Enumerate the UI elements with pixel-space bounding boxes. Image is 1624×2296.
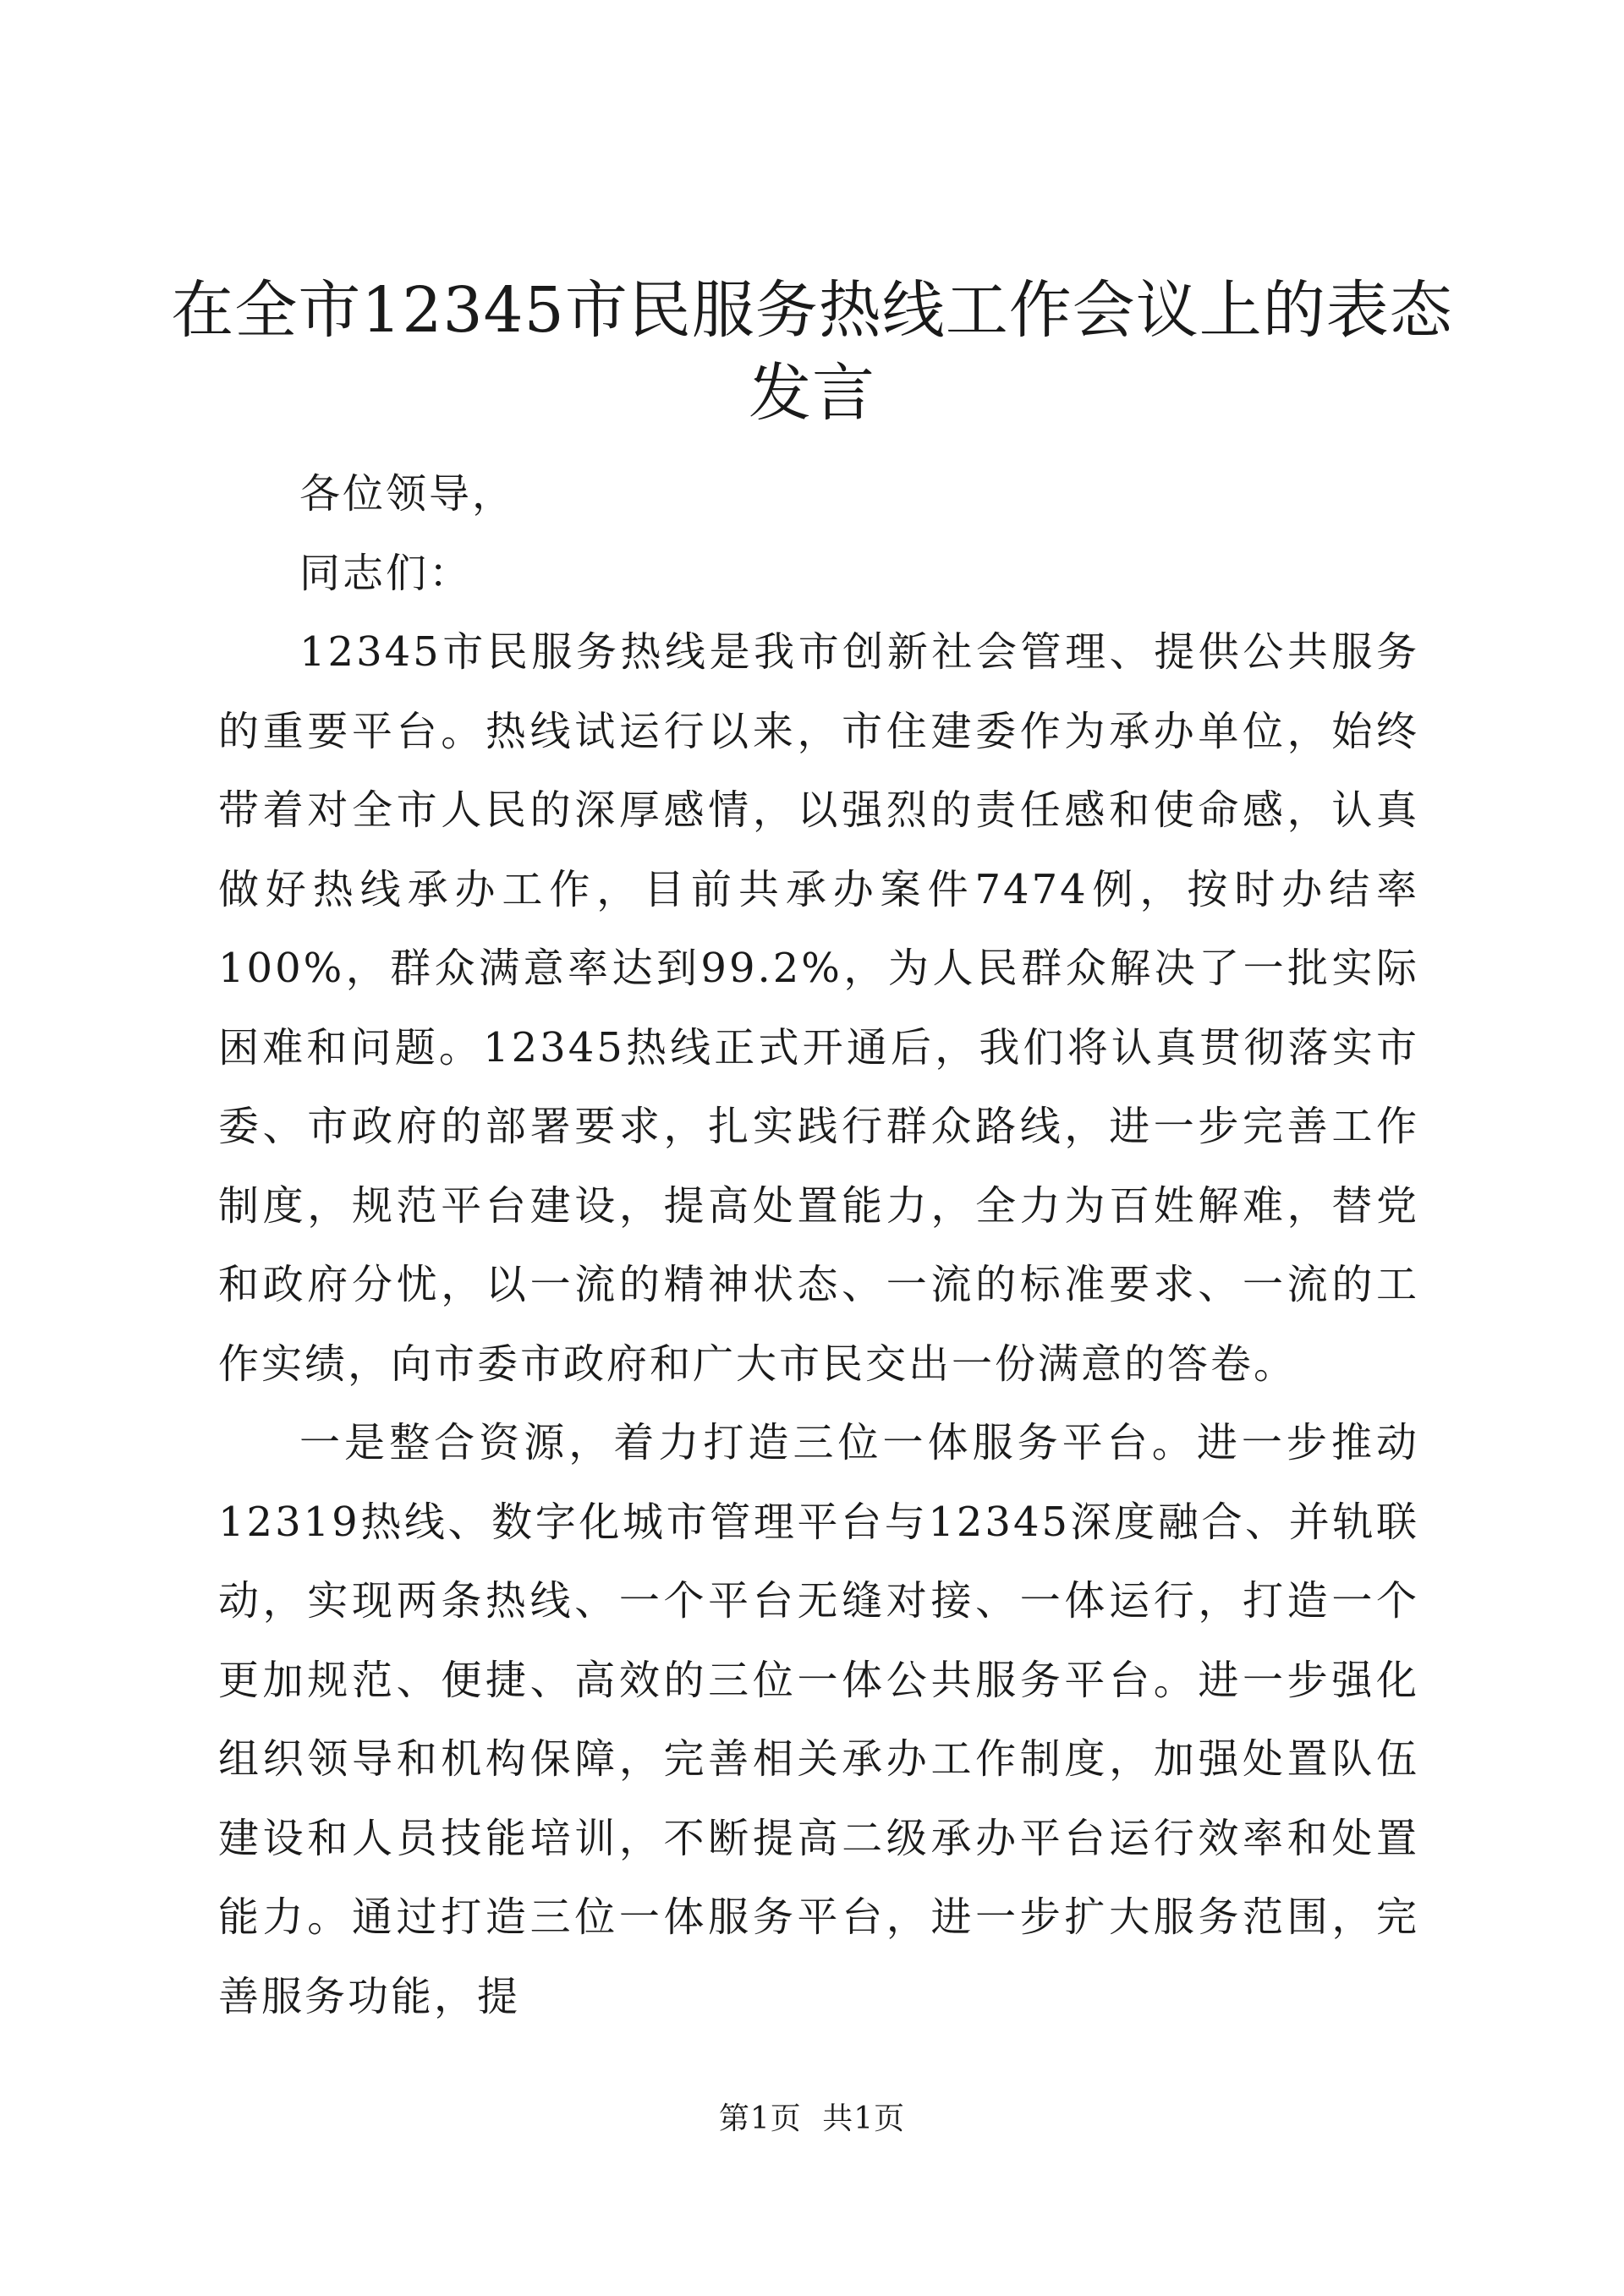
page-footer bbox=[0, 2101, 1624, 2138]
page-number: 第1页 bbox=[718, 2101, 802, 2136]
document-body bbox=[218, 455, 1419, 2036]
greeting-leaders: 各位领导， bbox=[299, 470, 516, 518]
paragraph-intro: 12345市民服务热线是我市创新社会管理、提供公共服务的重要平台。热线试运行以来，市住建委作为承办单位，始终带着对全市人民的深厚感情，以强烈的责任感和使命感，认真做好热线承办工作，目前共承办案件7474例，按时办结率100%，群众满意率达到99.2%，为人民群众解决了一批实际困难和问题。12345热线正式开通后，我们将认真贯彻落实市委、市政府的部署要求，扎实践行群众路线，进一步完善工作制度，规范平台建设，提高处置能力，全力为百姓解难，替党和政府分忧，以一流的精神状态、一流的标准要求、一流的工作实绩，向市委市政府和广大市民交出一份满意的答卷。 bbox=[218, 628, 1419, 1388]
greeting-comrades: 同志们： bbox=[299, 549, 473, 597]
page-title: 在全市12345市民服务热线工作会议上的表态发言 bbox=[171, 274, 1453, 430]
paragraph-point-one: 一是整合资源，着力打造三位一体服务平台。进一步推动12319热线、数字化城市管理平台与12345深度融合、并轨联动，实现两条热线、一个平台无缝对接、一体运行，打造一个更加规范、便捷、高效的三位一体公共服务平台。进一步强化组织领导和机构保障，完善相关承办工作制度，加强处置队伍建设和人员技能培训，不断提高二级承办平台运行效率和处置能力。通过打造三位一体服务平台，进一步扩大服务范围，完善服务功能，提 bbox=[218, 1419, 1419, 2020]
page-total: 共1页 bbox=[822, 2101, 906, 2136]
